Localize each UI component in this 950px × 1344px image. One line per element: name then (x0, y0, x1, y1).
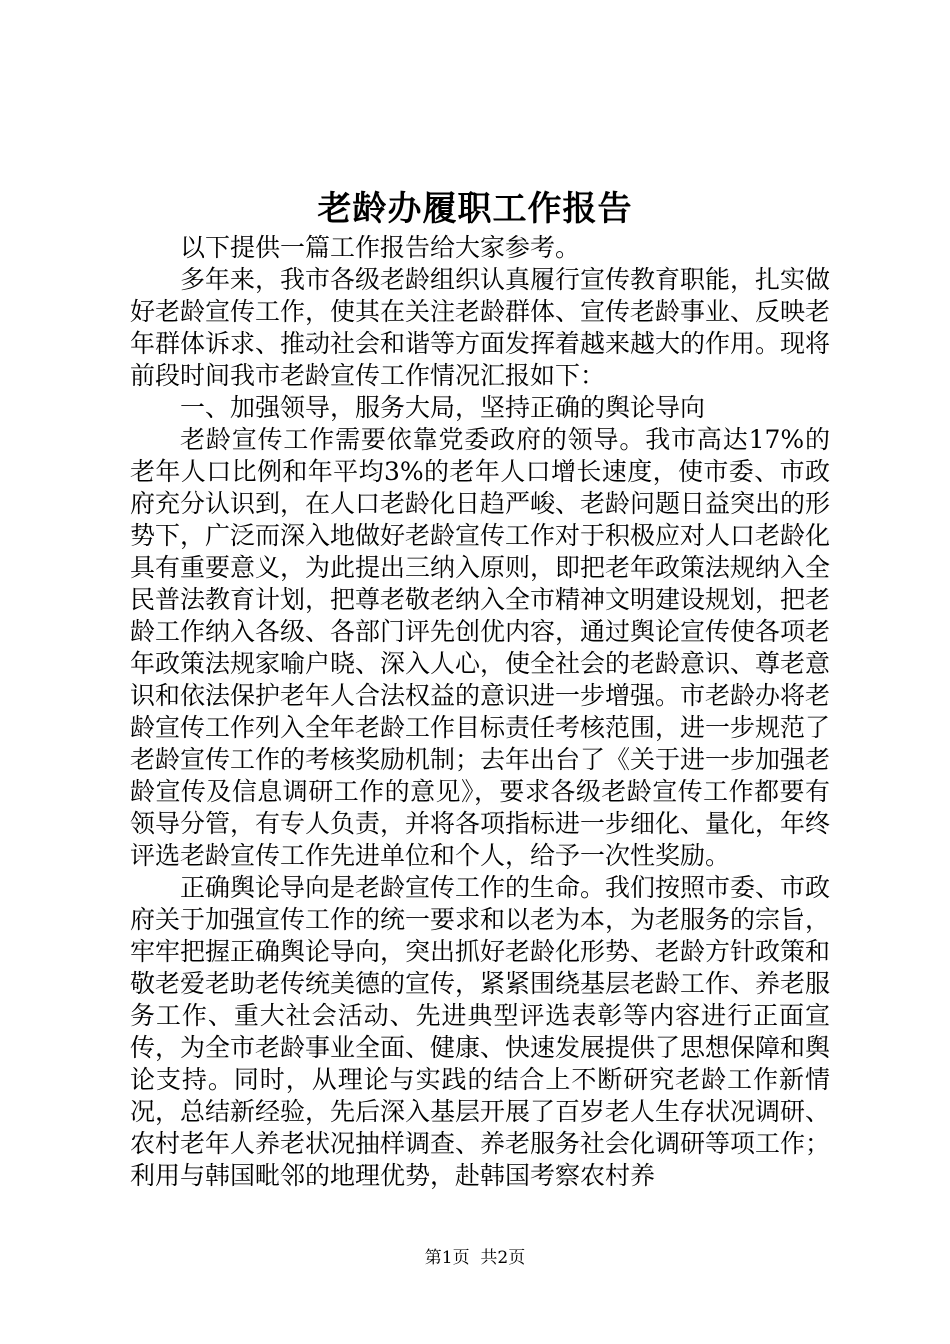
page-footer (0, 1246, 950, 1270)
document-body (130, 232, 830, 1192)
page-number: 第1页 共2页 (424, 1248, 526, 1268)
overview-paragraph: 多年来，我市各级老龄组织认真履行宣传教育职能，扎实做好老龄宣传工作，使其在关注老龄群体、宣传老龄事业、反映老年群体诉求、推动社会和谐等方面发挥着越来越大的作用。现将前段时间我市老龄宣传工作情况汇报如下： (130, 265, 831, 390)
intro-paragraph: 以下提供一篇工作报告给大家参考。 (180, 233, 581, 262)
section-heading: 一、加强领导，服务大局，坚持正确的舆论导向 (180, 393, 706, 422)
guidance-paragraph: 正确舆论导向是老龄宣传工作的生命。我们按照市委、市政府关于加强宣传工作的统一要求和以老为本，为老服务的宗旨，牢牢把握正确舆论导向，突出抓好老龄化形势、老龄方针政策和敬老爱老助老传统美德的宣传，紧紧围绕基层老龄工作、养老服务工作、重大社会活动、先进典型评选表彰等内容进行正面宣传，为全市老龄事业全面、健康、快速发展提供了思想保障和舆论支持。同时，从理论与实践的结合上不断研究老龄工作新情况，总结新经验，先后深入基层开展了百岁老人生存状况调研、农村老年人养老状况抽样调查、养老服务社会化调研等项工作；利用与韩国毗邻的地理优势，赴韩国考察农村养 (130, 873, 831, 1190)
document-title: 老龄办履职工作报告 (317, 189, 633, 229)
leadership-paragraph: 老龄宣传工作需要依靠党委政府的领导。我市高达17%的老年人口比例和年平均3%的老年人口增长速度，使市委、市政府充分认识到，在人口老龄化日趋严峻、老龄问题日益突出的形势下，广泛而深入地做好老龄宣传工作对于积极应对人口老龄化具有重要意义，为此提出三纳入原则，即把老年政策法规纳入全民普法教育计划，把尊老敬老纳入全市精神文明建设规划，把老龄工作纳入各级、各部门评先创优内容，通过舆论宣传使各项老年政策法规家喻户晓、深入人心，使全社会的老龄意识、尊老意识和依法保护老年人合法权益的意识进一步增强。市老龄办将老龄宣传工作列入全年老龄工作目标责任考核范围，进一步规范了老龄宣传工作的考核奖励机制；去年出台了《关于进一步加强老龄宣传及信息调研工作的意见》，要求各级老龄宣传工作都要有领导分管，有专人负责，并将各项指标进一步细化、量化，年终评选老龄宣传工作先进单位和个人，给予一次性奖励。 (130, 425, 831, 870)
